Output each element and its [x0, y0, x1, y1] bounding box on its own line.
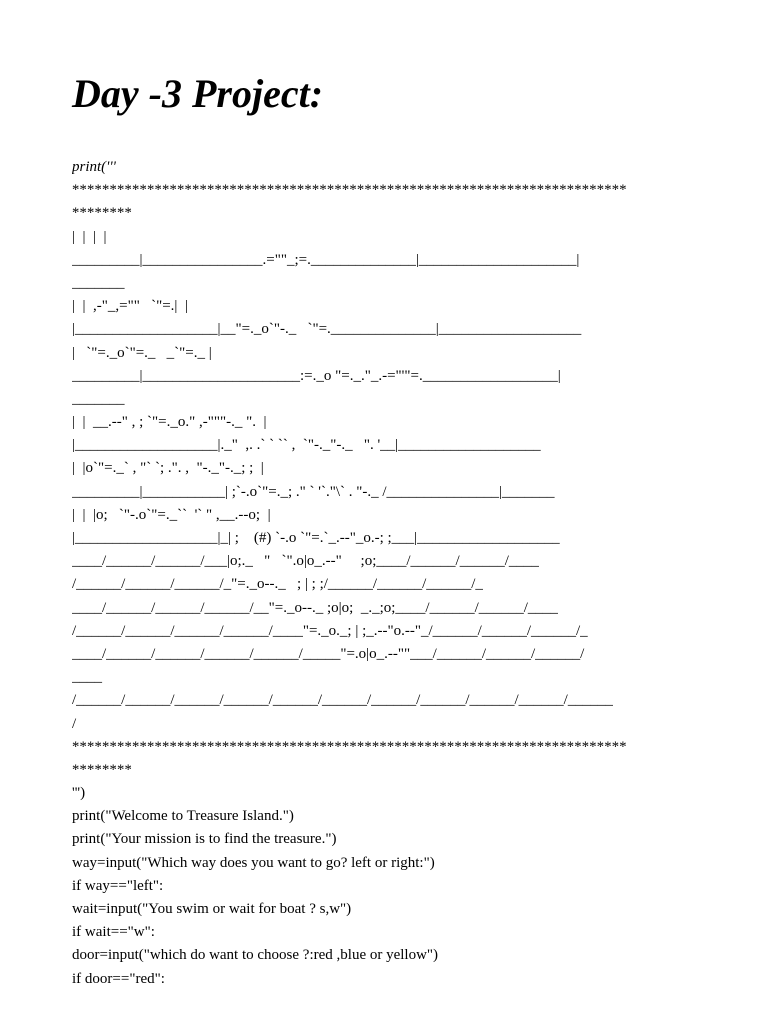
- code-line: _________|________________.=""_;=.______________|_____________________|: [72, 251, 580, 268]
- code-line: ____/______/______/___|o;._ " `".o|o_.--" ;o;____/______/______/____: [72, 553, 539, 570]
- code-line: | | ,-"_,="" `"=.| |: [72, 298, 188, 315]
- code-line: | | | |: [72, 228, 107, 245]
- code-line: | | |o; `"-.o`"=._`` '` " ,__.--o; |: [72, 506, 271, 523]
- code-listing: [72, 156, 698, 991]
- code-line: /: [72, 715, 77, 732]
- code-line: **************************************************************************: [72, 182, 627, 199]
- code-line: way=input("Which way does you want to go? left or right:"): [72, 854, 435, 871]
- code-line: ____: [72, 669, 102, 686]
- code-line: _______: [72, 390, 125, 407]
- code-line: ********: [72, 761, 132, 778]
- code-line: ____/______/______/______/__"=._o--._ ;o|o; _._;o;____/______/______/____: [72, 599, 558, 616]
- code-line: ********: [72, 205, 132, 222]
- code-line: | |o`"=._` , "` `; .". , "-._"-._; ; |: [72, 460, 264, 477]
- code-line: if way=="left":: [72, 877, 164, 894]
- code-line: /______/______/______/______/______/______/______/______/______/______/______: [72, 692, 613, 709]
- code-line: | | __.--" , ; `"=._o." ,-"""-._ ". |: [72, 414, 267, 431]
- code-line: _________|___________| ;`-.o`"=._; ." ` '`."\` . "-._ /_______________|_______: [72, 483, 555, 500]
- code-line: /______/______/______/_"=._o--._ ; | ; ;/______/______/______/_: [72, 576, 483, 593]
- code-line: _______: [72, 274, 125, 291]
- code-line: print("Your mission is to find the treasure."): [72, 831, 337, 848]
- code-line: print(''': [72, 159, 116, 175]
- code-line: _________|_____________________:=._o "=._."_.-="'"=.__________________|: [72, 367, 561, 384]
- code-line: |___________________|._" ,. .` ` `` , `"-._"-._ ". '__|___________________: [72, 437, 541, 454]
- code-line: **************************************************************************: [72, 738, 627, 755]
- code-line: print("Welcome to Treasure Island."): [72, 808, 294, 825]
- code-line: if wait=="w":: [72, 924, 155, 941]
- code-line: '''): [72, 785, 86, 802]
- page-title: Day -3 Project:: [72, 71, 324, 116]
- code-line: if door=="red":: [72, 970, 165, 987]
- code-line: |___________________|__"=._o`"-._ `"=.______________|___________________: [72, 321, 582, 338]
- code-line: wait=input("You swim or wait for boat ? s,w"): [72, 901, 352, 917]
- code-line: ____/______/______/______/______/_____"=.o|o_.--""___/______/______/______/: [72, 645, 585, 662]
- code-line: |___________________|_| ; (#) `-.o `"=.`_.--"_o.-; ;___|___________________: [72, 530, 560, 546]
- code-line: /______/______/______/______/____"=._o._; | ;_.--"o.--"_/______/______/______/_: [72, 622, 588, 639]
- code-line: | `"=._o`"=._ _`"=._ |: [72, 344, 212, 361]
- code-line: door=input("which do want to choose ?:red ,blue or yellow"): [72, 947, 439, 964]
